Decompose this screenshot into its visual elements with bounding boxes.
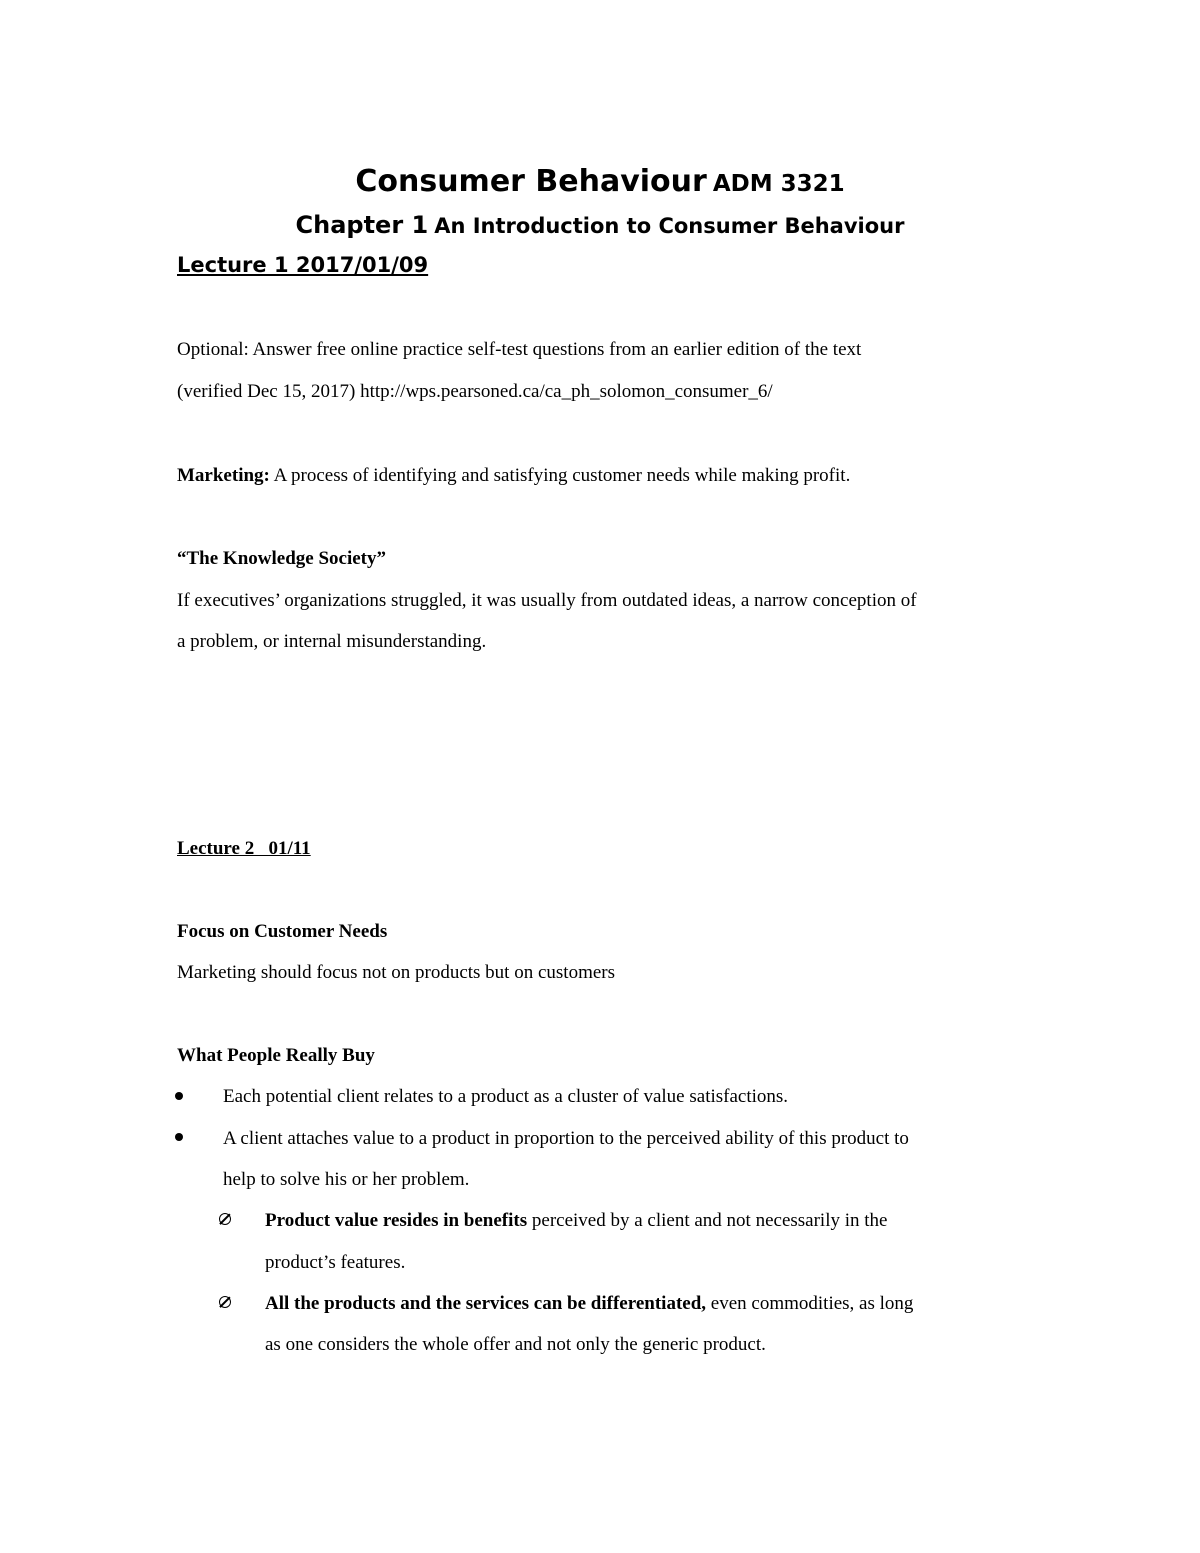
marketing-term: Marketing:: [177, 465, 270, 486]
bullet-2-line-2: help to solve his or her problem.: [223, 1169, 470, 1190]
focus-heading: Focus on Customer Needs: [177, 921, 388, 942]
knowledge-society-line-2: a problem, or internal misunderstanding.: [177, 631, 487, 652]
document-title: [0, 164, 1200, 199]
bullet-icon: [175, 1133, 183, 1141]
bullet-icon: [175, 1092, 183, 1100]
marketing-text: A process of identifying and satisfying customer needs while making profit.: [269, 465, 851, 486]
sub-bullet-icon: [219, 1213, 231, 1225]
sub-bullet-2-line-2: as one considers the whole offer and not only the generic product.: [265, 1334, 766, 1355]
marketing-definition: [177, 465, 850, 487]
sub-bullet-2-rest: even commodities, as long: [706, 1293, 914, 1314]
sub-bullet-1-line-1: [265, 1210, 887, 1232]
optional-line-2: (verified Dec 15, 2017) http://wps.pearsoned.ca/ca_ph_solomon_consumer_6/: [177, 381, 773, 402]
bullet-2-line-1: A client attaches value to a product in proportion to the perceived ability of this product to: [223, 1128, 909, 1149]
sub-bullet-1-bold: Product value resides in benefits: [265, 1210, 528, 1231]
sub-bullet-2-line-1: [265, 1293, 913, 1315]
sub-bullet-2-bold: All the products and the services can be differentiated,: [265, 1293, 707, 1314]
lecture-2-heading: Lecture 2 01/11: [177, 838, 311, 859]
knowledge-society-line-1: If executives’ organizations struggled, it was usually from outdated ideas, a narrow conception of: [177, 590, 917, 611]
knowledge-society-heading: “The Knowledge Society”: [177, 548, 386, 569]
focus-text: Marketing should focus not on products but on customers: [177, 962, 616, 983]
course-title: Consumer Behaviour: [355, 164, 707, 199]
what-people-buy-heading: What People Really Buy: [177, 1045, 375, 1066]
sub-bullet-icon: [219, 1296, 231, 1308]
optional-line-1: Optional: Answer free online practice self-test questions from an earlier edition of the text: [177, 339, 862, 360]
sub-bullet-1-line-2: product’s features.: [265, 1252, 406, 1273]
sub-bullet-1-rest: perceived by a client and not necessarily in the: [527, 1210, 888, 1231]
course-code: ADM 3321: [712, 171, 845, 197]
chapter-title: An Introduction to Consumer Behaviour: [434, 214, 905, 238]
lecture-1-heading: Lecture 1 2017/01/09: [177, 253, 429, 277]
chapter-heading: [0, 211, 1200, 239]
chapter-number: Chapter 1: [295, 211, 429, 239]
bullet-1-text: Each potential client relates to a product as a cluster of value satisfactions.: [223, 1086, 789, 1107]
